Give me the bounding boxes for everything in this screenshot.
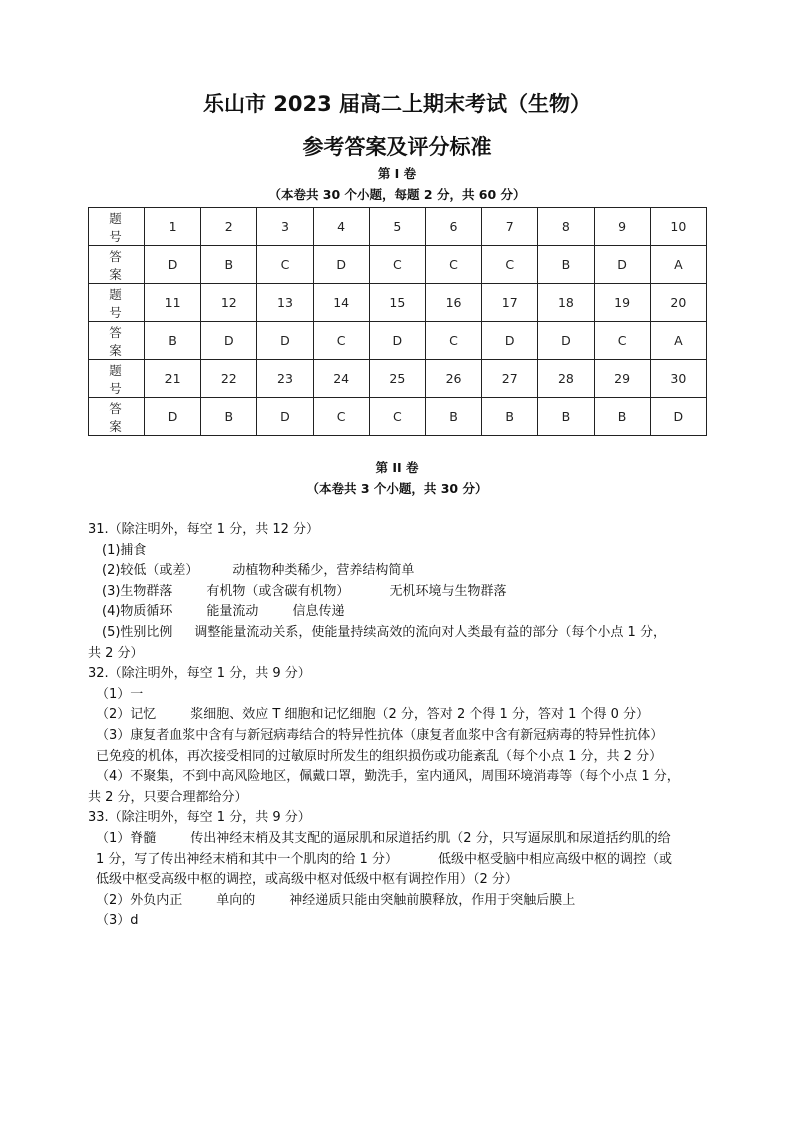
page-title: 乐山市 2023 届高二上期末考试（生物） <box>202 92 592 116</box>
table-row <box>89 398 707 436</box>
q31-answer-4b: 能量流动 <box>206 604 259 620</box>
q31-line-2 <box>88 561 708 582</box>
q33-line-2 <box>88 891 708 912</box>
answer-cell: B <box>201 398 257 436</box>
answer-cell: C <box>369 246 425 284</box>
question-number: 9 <box>594 208 650 246</box>
q32-line-4-cont: 共 2 分，只要合理都给分） <box>88 789 248 805</box>
question-number: 12 <box>201 284 257 322</box>
question-number: 28 <box>538 360 594 398</box>
question-number: 16 <box>425 284 481 322</box>
answer-cell: C <box>313 322 369 360</box>
question-number: 5 <box>369 208 425 246</box>
question-number: 10 <box>650 208 706 246</box>
answer-cell: C <box>313 398 369 436</box>
table-row <box>89 284 707 322</box>
row-header-question: 题号 <box>89 284 145 322</box>
q32-header: 32.（除注明外，每空 1 分，共 9 分） <box>88 666 311 682</box>
row-header-question: 题号 <box>89 360 145 398</box>
q31-line-5-cont: 共 2 分） <box>88 645 144 661</box>
question-number: 22 <box>201 360 257 398</box>
question-number: 29 <box>594 360 650 398</box>
question-number: 25 <box>369 360 425 398</box>
row-header-answer: 答案 <box>89 246 145 284</box>
answer-cell: D <box>538 322 594 360</box>
table-row <box>89 246 707 284</box>
row-header-answer: 答案 <box>89 398 145 436</box>
part2-label: 第 II 卷 <box>375 460 419 475</box>
q31-line-5 <box>88 623 708 644</box>
q32-line-3-cont: 已免疫的机体，再次接受相同的过敏原时所发生的组织损伤或功能紊乱（每个小点 1 分，共 2 分） <box>96 748 663 764</box>
question-number: 21 <box>145 360 201 398</box>
answer-cell: B <box>425 398 481 436</box>
q33-answer-1b: 传出神经末梢及其支配的逼尿肌和尿道括约肌（2 分，只写逼尿肌和尿道括约肌的给 <box>190 830 671 846</box>
answer-cell: C <box>257 246 313 284</box>
q31-answer-2a: (2)较低（或差） <box>102 563 199 579</box>
q31-header: 31.（除注明外，每空 1 分，共 12 分） <box>88 522 320 537</box>
answer-cell: C <box>369 398 425 436</box>
question-number: 14 <box>313 284 369 322</box>
question-number: 13 <box>257 284 313 322</box>
question-number: 30 <box>650 360 706 398</box>
answer-cell: B <box>538 246 594 284</box>
q33-answer-2c: 神经递质只能由突触前膜释放，作用于突触后膜上 <box>289 892 576 908</box>
answer-cell: C <box>594 322 650 360</box>
question-number: 8 <box>538 208 594 246</box>
answer-cell: D <box>201 322 257 360</box>
q33-answer-2b: 单向的 <box>216 892 256 908</box>
q33-line-1-cont <box>88 850 708 871</box>
table-row <box>89 208 707 246</box>
row-header-answer: 答案 <box>89 322 145 360</box>
part2-note: （本卷共 3 个小题，共 30 分） <box>306 481 488 496</box>
answer-cell: D <box>594 246 650 284</box>
q31-answer-3b: 有机物（或含碳有机物） <box>206 583 350 599</box>
q32-line-4: （4）不聚集，不到中高风险地区，佩戴口罩，勤洗手，室内通风，周围环境消毒等（每个小点 1 分， <box>96 769 680 785</box>
q31-line-1 <box>88 541 708 562</box>
row-header-question: 题号 <box>89 208 145 246</box>
answer-cell: D <box>313 246 369 284</box>
q31-answer-1: (1)捕食 <box>102 542 147 558</box>
q33-line-3: （3）d <box>96 913 139 929</box>
question-number: 18 <box>538 284 594 322</box>
answer-cell: A <box>650 322 706 360</box>
question-number: 7 <box>482 208 538 246</box>
answer-cell: D <box>650 398 706 436</box>
q31-answer-3a: (3)生物群落 <box>102 583 173 599</box>
q33-answer-1a: （1）脊髓 <box>96 830 157 846</box>
answer-cell: B <box>201 246 257 284</box>
answer-cell: B <box>482 398 538 436</box>
question-number: 15 <box>369 284 425 322</box>
q33-header: 33.（除注明外，每空 1 分，共 9 分） <box>88 810 311 826</box>
q32-answer-2b: 浆细胞、效应 T 细胞和记忆细胞（2 分，答对 2 个得 1 分，答对 1 个得 0 分） <box>190 707 650 723</box>
q31-line-4 <box>88 602 708 623</box>
q33-answer-1c: 1 分，写了传出神经末梢和其中一个肌肉的给 1 分） <box>96 851 398 867</box>
question-number: 27 <box>482 360 538 398</box>
question-number: 26 <box>425 360 481 398</box>
q31-answer-2b: 动植物种类稀少，营养结构简单 <box>232 563 415 579</box>
question-number: 2 <box>201 208 257 246</box>
q33-answer-1d: 低级中枢受脑中相应高级中枢的调控（或 <box>437 851 672 867</box>
question-number: 6 <box>425 208 481 246</box>
q33-line-1 <box>88 829 708 850</box>
table-row <box>89 322 707 360</box>
question-number: 20 <box>650 284 706 322</box>
part1-label: 第 I 卷 <box>377 166 417 181</box>
answer-cell: A <box>650 246 706 284</box>
question-number: 4 <box>313 208 369 246</box>
q31-answer-4a: (4)物质循环 <box>102 604 173 620</box>
question-number: 17 <box>482 284 538 322</box>
answer-cell: D <box>145 398 201 436</box>
part1-note: （本卷共 30 个小题，每题 2 分，共 60 分） <box>268 187 526 202</box>
table-row <box>89 360 707 398</box>
question-number: 11 <box>145 284 201 322</box>
answer-cell: D <box>257 398 313 436</box>
answer-cell: C <box>425 322 481 360</box>
answer-cell: D <box>369 322 425 360</box>
q33-answer-2a: （2）外负内正 <box>96 892 183 908</box>
answer-cell: B <box>538 398 594 436</box>
q32-line-1: （1）一 <box>96 686 144 702</box>
q32-line-2 <box>88 705 708 726</box>
q31-answer-3c: 无机环境与生物群落 <box>389 583 507 599</box>
question-number: 3 <box>257 208 313 246</box>
answer-cell: D <box>482 322 538 360</box>
q31-answer-4c: 信息传递 <box>292 604 345 620</box>
q31-answer-5b: 调整能量流动关系，使能量持续高效的流向对人类最有益的部分（每个小点 1 分， <box>194 624 666 640</box>
answer-cell: C <box>482 246 538 284</box>
question-number: 19 <box>594 284 650 322</box>
answer-cell: B <box>145 322 201 360</box>
q31-line-3 <box>88 582 708 603</box>
question-number: 23 <box>257 360 313 398</box>
question-number: 24 <box>313 360 369 398</box>
answer-table <box>88 207 707 436</box>
q31-answer-5a: (5)性别比例 <box>102 624 173 640</box>
page-subtitle: 参考答案及评分标准 <box>302 135 492 159</box>
q32-line-3: （3）康复者血浆中含有与新冠病毒结合的特异性抗体（康复者血浆中含有新冠病毒的特异性抗体） <box>96 727 664 743</box>
answer-cell: D <box>145 246 201 284</box>
question-number: 1 <box>145 208 201 246</box>
q32-answer-2a: （2）记忆 <box>96 707 157 723</box>
answer-explanations <box>88 520 708 932</box>
q33-line-1-cont2: 低级中枢受高级中枢的调控，或高级中枢对低级中枢有调控作用）（2 分） <box>96 872 518 888</box>
answer-cell: C <box>425 246 481 284</box>
answer-cell: D <box>257 322 313 360</box>
answer-cell: B <box>594 398 650 436</box>
